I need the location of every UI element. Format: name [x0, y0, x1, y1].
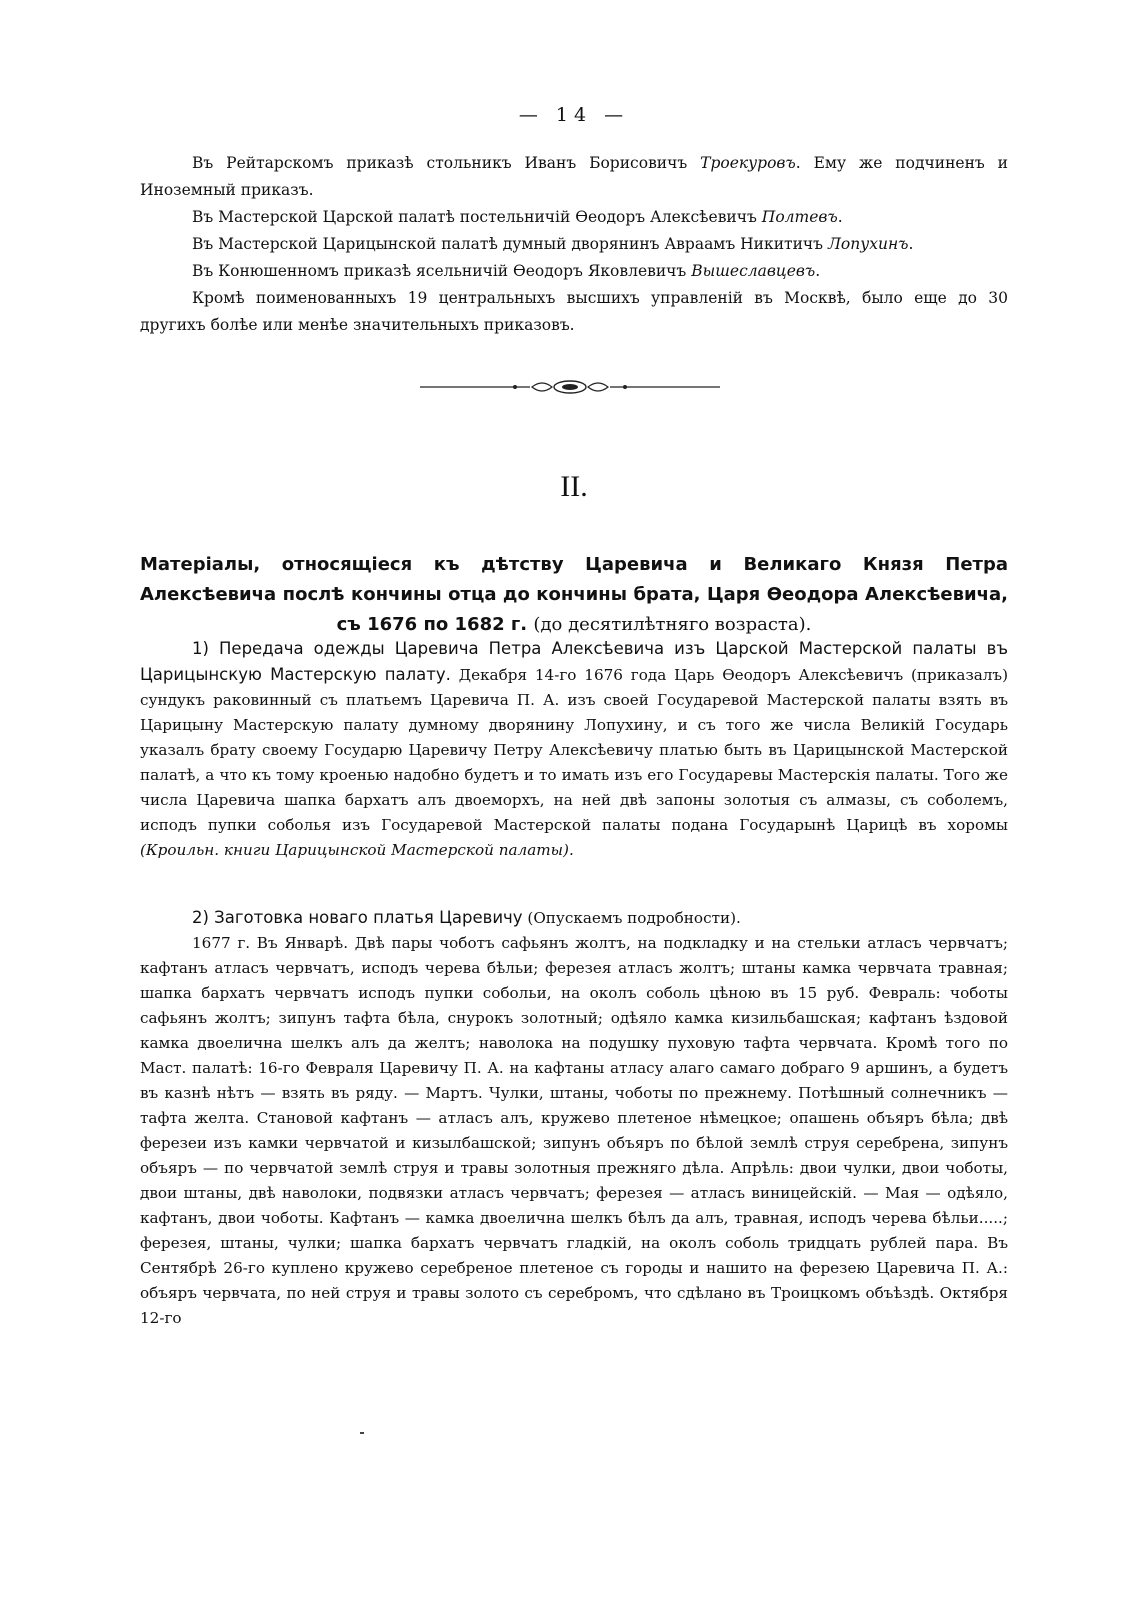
- section-note: (Опускаемъ подробности).: [527, 909, 741, 927]
- paragraph: Кромѣ поименованныхъ 19 центральныхъ высшихъ управленій въ Москвѣ, было еще до 30 другихъ болѣе или менѣе значительныхъ приказовъ.: [140, 289, 1008, 334]
- section-title: 2) Заготовка новаго платья Царевичу: [192, 908, 523, 927]
- paragraph: Въ Конюшенномъ приказѣ ясельничій Ѳеодоръ Яковлевичъ Вышеславцевъ.: [192, 262, 821, 280]
- heading-note: (до десятилѣтняго возраста).: [533, 614, 812, 635]
- page-number: — 14 —: [518, 104, 630, 126]
- ornament-divider: [420, 375, 720, 399]
- chapter-number: II.: [560, 470, 588, 503]
- paragraph: Въ Мастерской Царицынской палатѣ думный дворянинъ Авраамъ Никитичъ Лопухинъ.: [192, 235, 914, 253]
- name: Лопухинъ: [827, 235, 909, 253]
- print-speck: [360, 1432, 364, 1434]
- section-text: 1677 г. Въ Январѣ. Двѣ пары чоботъ сафьянъ жолтъ, на подкладку и на стельки атласъ червчатъ; кафтанъ атласъ червчатъ, исподъ черева бѣльи; ферезея атласъ жолтъ; штаны камка червчата травная; шапка бархатъ червчатъ исподъ пупки собольи, на околъ соболь цѣною въ 15 руб. Февраль: чоботы сафьянъ жолтъ; зипунъ тафта бѣла, снурокъ золотный; одѣяло камка кизильбашская; кафтанъ ѣздовой камка двоелична шелкъ алъ да желтъ; наволока на подушку пуховую тафта червчата. Кромѣ того по Маст. палатѣ: 16-го Февраля Царевичу П. А. на кафтаны атласу алаго самаго добраго 9 аршинъ, а будетъ въ казнѣ нѣтъ — взять въ ряду. — Мартъ. Чулки, штаны, чоботы по прежнему. Потѣшный солнечникъ — тафта желта. Становой кафтанъ — атласъ алъ, кружево плетеное нѣмецкое; опашень объяръ бѣла; двѣ ферезеи изъ камки червчатой и кизылбашской; зипунъ объяръ по бѣлой землѣ струя серебрена, зипунъ объяръ — по червчатой землѣ струя и травы золотныя прежняго дѣла. Апрѣль: двои чулки, двои чоботы, двои штаны, двѣ наволоки, подвязки атласъ червчатъ; ферезея — атласъ виницейскій. — Мая — одѣяло, кафтанъ, двои чоботы. Кафтанъ — камка двоелична шелкъ бѣлъ да алъ, травная, исподъ черева бѣльи.....; ферезея, штаны, чулки; шапка бархатъ червчатъ гладкій, на околъ соболь тридцать рублей пара. Въ Сентябрѣ 26-го куплено кружево серебреное плетеное съ городы и нашито на ферезею Царевича П. А.: объяръ червчата, по ней струя и травы золото съ серебромъ, что сдѣлано въ Троицкомъ объѣздѣ. Октября 12-го: [140, 934, 1008, 1327]
- paragraph: Въ Мастерской Царской палатѣ постельничій Ѳеодоръ Алексѣевичъ Полтевъ.: [192, 208, 843, 226]
- source-citation: (Кроильн. книги Царицынской Мастерской палаты).: [140, 841, 574, 859]
- top-text: [140, 150, 1008, 339]
- name: Троекуровъ: [700, 154, 796, 172]
- section-title: 1) Передача одежды Царевича Петра Алексѣевича изъ Царской Мастерской палаты въ Царицынскую Мастерскую палату.: [140, 639, 1008, 684]
- section-1: [140, 636, 1008, 863]
- name: Полтевъ: [761, 208, 838, 226]
- paragraph: Въ Рейтарскомъ приказѣ стольникъ Иванъ Борисовичъ Троекуровъ. Ему же подчиненъ и Иноземный приказъ.: [140, 154, 1008, 199]
- name: Вышеславцевъ: [691, 262, 816, 280]
- chapter-heading: Матеріалы, относящіеся къ дѣтству Царевича и Великаго Князя Петра Алексѣевича послѣ кончины отца до кончины брата, Царя Ѳеодора Алексѣевича, съ 1676 по 1682 г. (до десятилѣтняго возраста).: [140, 554, 1008, 635]
- section-text: Декабря 14-го 1676 года Царь Ѳеодоръ Алексѣевичъ (приказалъ) сундукъ раковинный съ платьемъ Царевича П. А. изъ своей Государевой Мастерской палаты взять въ Царицыну Мастерскую палату думному дворянину Лопухину, и съ того же числа Великій Государь указалъ брату своему Государю Царевичу Петру Алексѣевичу платью быть въ Царицынской Мастерской палатѣ, а что къ тому кроенью надобно будетъ и то имать изъ его Государевы Мастерскія палаты. Того же числа Царевича шапка бархатъ алъ двоеморхъ, на ней двѣ запоны золотыя съ алмазы, съ соболемъ, исподъ пупки соболья изъ Государевой Мастерской палаты подана Государынѣ Царицѣ въ хоромы: [140, 666, 1009, 834]
- section-2: [140, 905, 1008, 1331]
